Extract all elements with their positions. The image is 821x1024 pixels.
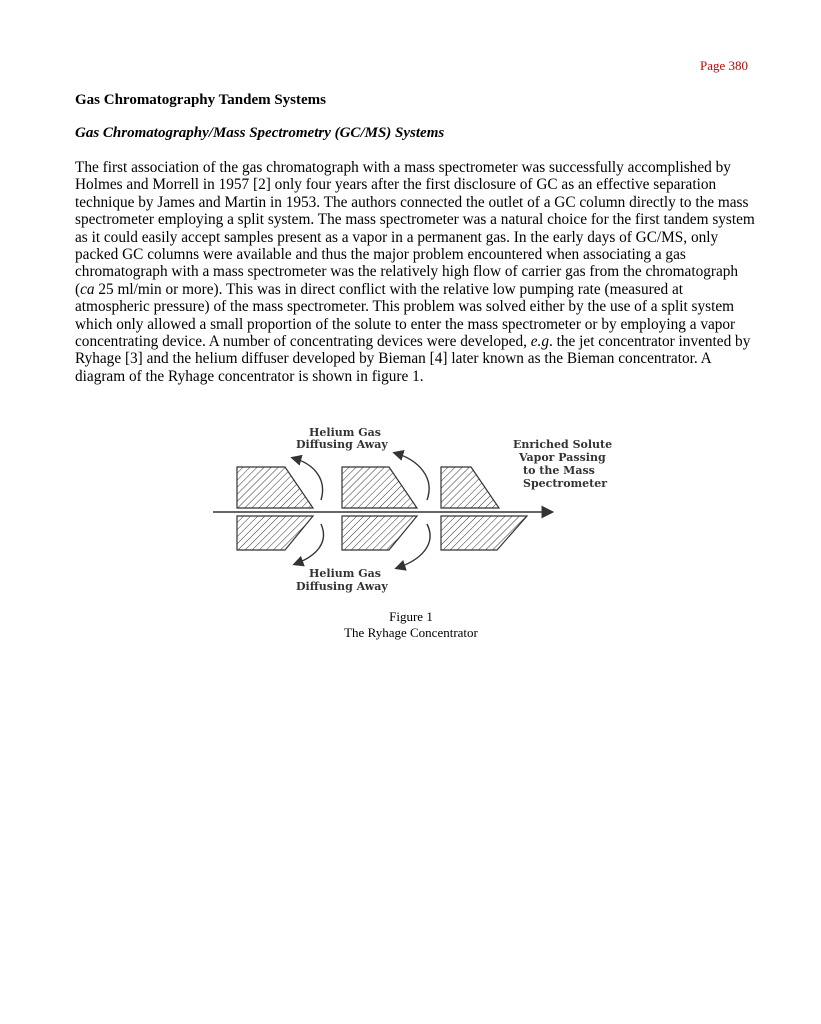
upper-jet-block-1 xyxy=(237,467,313,508)
top-helium-label-line2: Diffusing Away xyxy=(296,438,388,451)
upper-jet-block-3 xyxy=(441,467,499,508)
paragraph-italic-eg: e.g xyxy=(530,333,550,351)
enriched-label-line1: Enriched Solute xyxy=(513,438,613,451)
page-number: Page 380 xyxy=(699,58,748,73)
lower-jet-block-1 xyxy=(237,516,313,550)
figure-caption-title: The Ryhage Concentrator xyxy=(344,625,478,640)
figure-caption xyxy=(311,609,511,641)
ryhage-concentrator-figure xyxy=(205,420,625,600)
section-title: Gas Chromatography Tandem Systems xyxy=(75,92,327,108)
enriched-label-line2: Vapor Passing xyxy=(519,451,606,464)
paragraph-italic-ca: ca xyxy=(80,280,95,298)
bottom-helium-label-line2: Diffusing Away xyxy=(296,580,388,593)
paragraph-text-2: 25 ml/min or more). This was in direct conflict with the relative low pumping rate (measured at atmospheric pressure) of the mass spectrometer. This problem was solved either by the use of a split system which only allowed a small proportion of the solute to enter the mass spectrometer or by employing a vapor concentrating device. A number of concentrating devices were developed, xyxy=(75,280,736,351)
paragraph-text-3: . the jet concentrator invented by Ryhage [3] and the helium diffuser developed by Bieman [4] later known as the Bieman concentrator. A diagram of the Ryhage concentrator is shown in figure 1. xyxy=(75,333,751,385)
upper-jet-block-2 xyxy=(342,467,417,508)
enriched-label-line4: Spectrometer xyxy=(523,477,608,490)
body-paragraph xyxy=(75,159,755,385)
lower-jet-block-3 xyxy=(441,516,527,550)
bottom-helium-label-line1: Helium Gas xyxy=(309,567,381,580)
paragraph-text-1: The first association of the gas chromatograph with a mass spectrometer was successfully accomplished by Holmes and Morrell in 1957 [2] only four years after the first disclosure of GC as an effective separation technique by James and Martin in 1953. The authors connected the outlet of a GC column directly to the mass spectrometer employing a split system. The mass spectrometer was a natural choice for the first tandem system as it could easily accept samples present as a vapor in a permanent gas. In the early days of GC/MS, only packed GC columns were available and thus the major problem encountered when associating a gas chromatograph with a mass spectrometer was the relatively high flow of carrier gas from the chromatograph ( xyxy=(75,159,755,298)
subsection-title: Gas Chromatography/Mass Spectrometry (GC/MS) Systems xyxy=(75,125,445,141)
lower-jet-block-2 xyxy=(342,516,417,550)
top-helium-label-line1: Helium Gas xyxy=(309,426,381,439)
figure-caption-number: Figure 1 xyxy=(389,609,433,624)
concentrator-diagram xyxy=(205,420,625,600)
enriched-label-line3: to the Mass xyxy=(523,464,595,477)
